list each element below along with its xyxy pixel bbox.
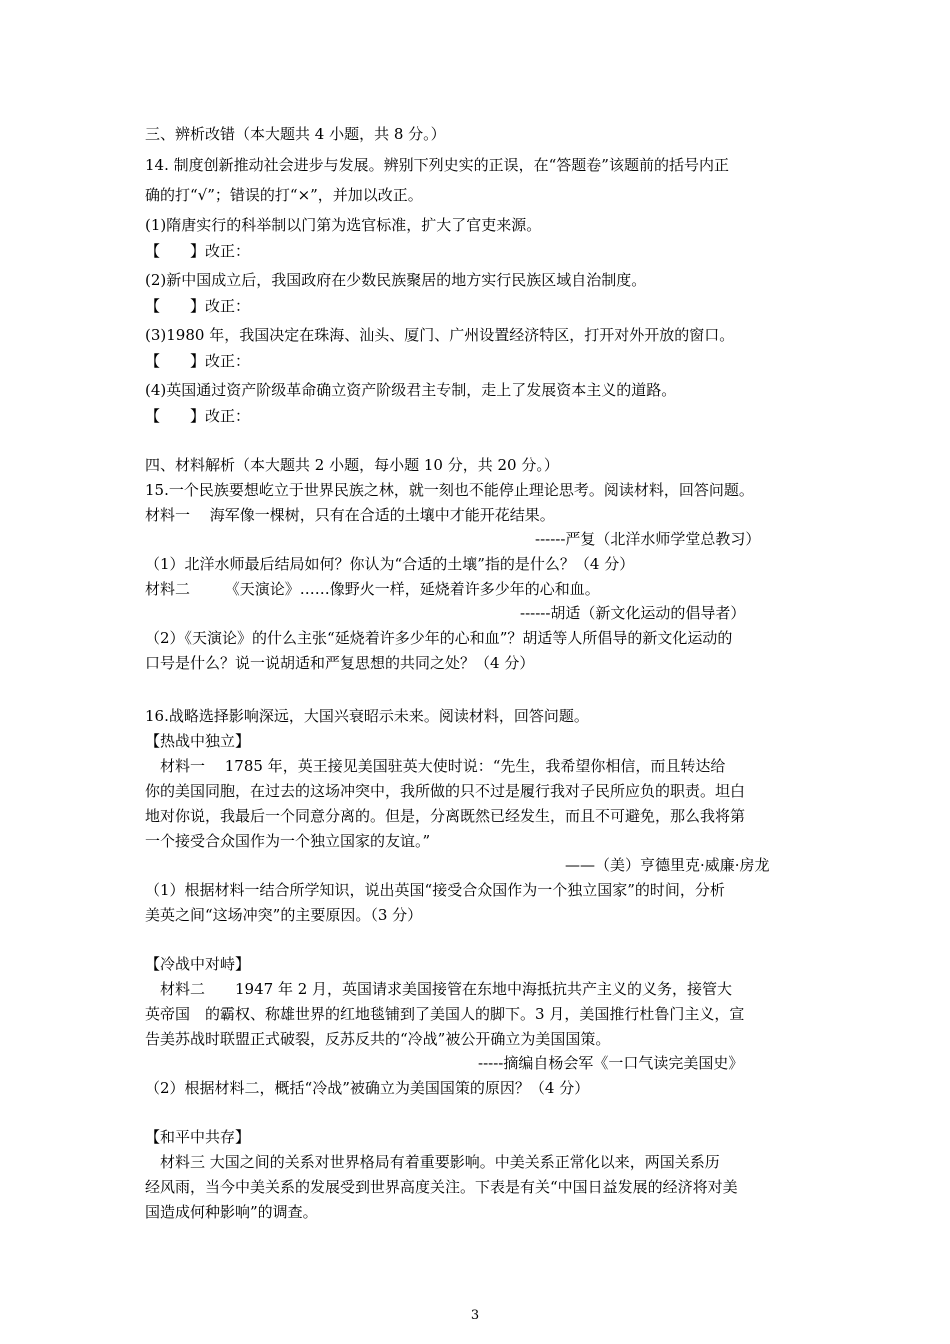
q15-intro: 15.一个民族要想屹立于世界民族之林，就一刻也不能停止理论思考。阅读材料，回答问题。 (145, 481, 754, 499)
q16-material2-line1: 材料二 1947 年 2 月，英国请求美国接管在东地中海抵抗共产主义的义务，接管大 (145, 980, 733, 998)
q16-material1-line4: 一个接受合众国作为一个独立国家的友谊。” (145, 832, 431, 850)
q16-material1-source: ——（美）亨德里克·威廉·房龙 (565, 856, 770, 874)
q16-material3-line3: 国造成何种影响”的调查。 (145, 1203, 318, 1221)
q16-material3-line2: 经风雨，当今中美关系的发展受到世界高度关注。下表是有关“中国日益发展的经济将对美 (145, 1178, 738, 1196)
q15-question2-line2: 口号是什么？说一说胡适和严复思想的共同之处？（4 分） (145, 654, 535, 672)
q15-material2-source: ------胡适（新文化运动的倡导者） (520, 604, 746, 622)
page-number: 3 (470, 1308, 480, 1323)
q16-question1-line2: 美英之间“这场冲突”的主要原因。（3 分） (145, 906, 423, 924)
q14-item-2: (2)新中国成立后，我国政府在少数民族聚居的地方实行民族区域自治制度。 (145, 271, 647, 289)
q14-text-line1: 14. 制度创新推动社会进步与发展。辨别下列史实的正误，在“答题卷”该题前的括号内正 (145, 156, 729, 174)
section4-heading: 四、材料解析（本大题共 2 小题，每小题 10 分，共 20 分。） (145, 456, 559, 474)
q16-material1-line2: 你的美国同胞，在过去的这场冲突中，我所做的只不过是履行我对子民所应负的职责。坦白 (145, 782, 746, 800)
q16-material2-line2: 英帝国 的霸权、称雄世界的红地毯铺到了美国人的脚下。3 月，美国推行杜鲁门主义，宣 (145, 1005, 745, 1023)
q16-material3-line1: 材料三 大国之间的关系对世界格局有着重要影响。中美关系正常化以来，两国关系历 (145, 1153, 720, 1171)
q15-question1: （1）北洋水师最后结局如何？你认为“合适的土壤”指的是什么？（4 分） (145, 555, 635, 573)
q14-text-line2: 确的打“√”；错误的打“×”，并加以改正。 (145, 186, 423, 204)
q15-material2: 材料二 《天演论》……像野火一样，延烧着许多少年的心和血。 (145, 580, 600, 598)
q16-question2: （2）根据材料二，概括“冷战”被确立为美国国策的原因？（4 分） (145, 1079, 590, 1097)
section3-heading: 三、辨析改错（本大题共 4 小题，共 8 分。） (145, 125, 446, 143)
q14-item-2-answer: 【 】改正： (145, 297, 251, 315)
q16-heading-hot-war: 【热战中独立】 (145, 732, 251, 750)
q16-intro: 16.战略选择影响深远，大国兴衰昭示未来。阅读材料，回答问题。 (145, 707, 589, 725)
q14-item-3-answer: 【 】改正： (145, 352, 251, 370)
q14-item-3: (3)1980 年，我国决定在珠海、汕头、厦门、广州设置经济特区，打开对外开放的窗口。 (145, 326, 735, 344)
q14-item-4-answer: 【 】改正： (145, 407, 251, 425)
q16-material1-line1: 材料一 1785 年，英王接见美国驻英大使时说：“先生，我希望你相信，而且转达给 (145, 757, 726, 775)
q14-item-1: (1)隋唐实行的科举制以门第为选官标准，扩大了官吏来源。 (145, 216, 542, 234)
q15-material1-source: ------严复（北洋水师学堂总教习） (535, 530, 761, 548)
q15-question2-line1: （2）《天演论》的什么主张“延烧着许多少年的心和血”？胡适等人所倡导的新文化运动的 (145, 629, 733, 647)
q16-heading-cold-war: 【冷战中对峙】 (145, 955, 251, 973)
q14-item-4: (4)英国通过资产阶级革命确立资产阶级君主专制，走上了发展资本主义的道路。 (145, 381, 677, 399)
q16-question1-line1: （1）根据材料一结合所学知识，说出英国“接受合众国作为一个独立国家”的时间，分析 (145, 881, 725, 899)
q16-material2-line3: 告美苏战时联盟正式破裂，反苏反共的“冷战”被公开确立为美国国策。 (145, 1030, 611, 1048)
q16-material2-source: -----摘编自杨会军《一口气读完美国史》 (478, 1054, 744, 1072)
q16-heading-peace: 【和平中共存】 (145, 1128, 251, 1146)
q14-item-1-answer: 【 】改正： (145, 242, 251, 260)
q16-material1-line3: 地对你说，我最后一个同意分离的。但是，分离既然已经发生，而且不可避免，那么我将第 (145, 807, 746, 825)
q15-material1: 材料一 海军像一棵树，只有在合适的土壤中才能开花结果。 (145, 506, 555, 524)
